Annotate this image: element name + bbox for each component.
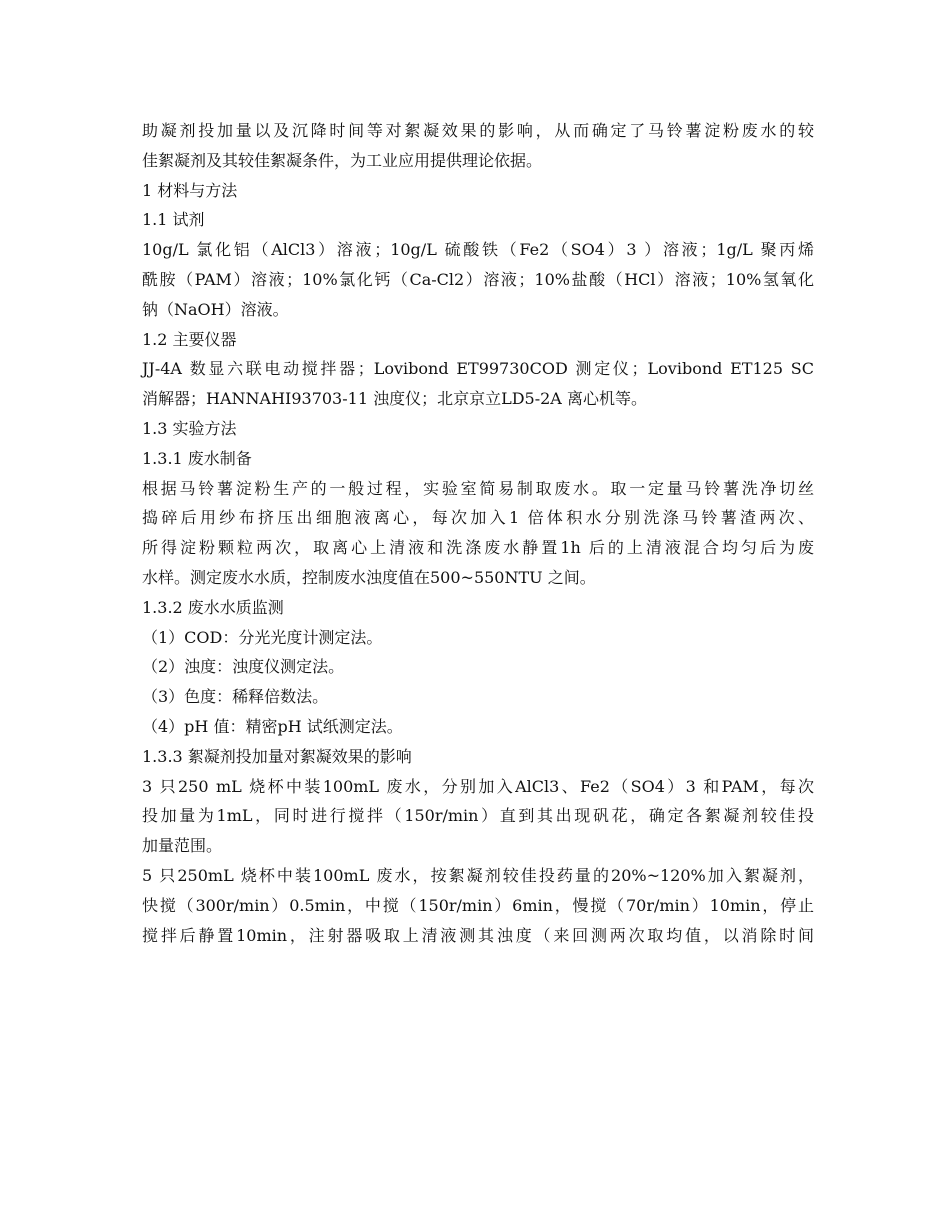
text-line: （3）色度：稀释倍数法。 [142, 687, 329, 707]
text-line: 5 只250mL 烧杯中装100mL 废水，按絮凝剂较佳投药量的20%~120%加入絮凝剂， [142, 865, 814, 885]
text-line: 助凝剂投加量以及沉降时间等对絮凝效果的影响，从而确定了马铃薯淀粉废水的较 [142, 121, 814, 140]
text-line: 10g/L 氯化铝（AlCl3）溶液；10g/L 硫酸铁（Fe2（SO4）3 ）溶液；1g/L 聚丙烯 [142, 240, 814, 260]
text-line: 1.1 试剂 [142, 210, 205, 230]
text-line: 投加量为1mL，同时进行搅拌（150r/min）直到其出现矾花，确定各絮凝剂较佳投 [142, 806, 814, 826]
text-line: （2）浊度：浊度仪测定法。 [142, 657, 345, 677]
text-line: （4）pH 值：精密pH 试纸测定法。 [142, 716, 403, 736]
text-line: 酰胺（PAM）溶液；10%氯化钙（Ca-Cl2）溶液；10%盐酸（HCl）溶液；10%氢氧化 [142, 269, 814, 289]
text-line: 快搅（300r/min）0.5min，中搅（150r/min）6min，慢搅（70r/min）10min，停止 [142, 895, 814, 915]
text-line: 所得淀粉颗粒两次，取离心上清液和洗涤废水静置1h 后的上清液混合均匀后为废 [142, 538, 814, 558]
text-line: 水样。测定废水水质，控制废水浊度值在500~550NTU 之间。 [142, 567, 596, 587]
text-line: 1 材料与方法 [142, 180, 238, 200]
text-line: 1.3 实验方法 [142, 418, 237, 438]
text-line: 佳絮凝剂及其较佳絮凝条件，为工业应用提供理论依据。 [142, 150, 543, 170]
text-line: 1.3.2 废水水质监测 [142, 597, 284, 617]
text-line: 根据马铃薯淀粉生产的一般过程，实验室简易制取废水。取一定量马铃薯洗净切丝 [142, 478, 814, 498]
text-line: 钠（NaOH）溶液。 [142, 299, 289, 319]
text-line: 1.3.3 絮凝剂投加量对絮凝效果的影响 [142, 746, 412, 766]
document-body [142, 116, 814, 950]
text-line: 捣碎后用纱布挤压出细胞液离心，每次加入1 倍体积水分别洗涤马铃薯渣两次、 [142, 508, 814, 528]
text-line: 搅拌后静置10min，注射器吸取上清液测其浊度（来回测两次取均值，以消除时间 [142, 925, 814, 945]
text-line: 1.2 主要仪器 [142, 329, 237, 349]
text-line: 加量范围。 [142, 836, 223, 856]
text-line: 3 只250 mL 烧杯中装100mL 废水，分别加入AlCl3、Fe2（SO4）3 和PAM，每次 [142, 776, 814, 796]
text-line: JJ-4A 数显六联电动搅拌器；Lovibond ET99730COD 测定仪；Lovibond ET125 SC [142, 359, 814, 379]
text-line: 1.3.1 废水制备 [142, 448, 252, 468]
text-line: 消解器；HANNAHI93703-11 浊度仪；北京京立LD5-2A 离心机等。 [142, 389, 647, 409]
text-line: （1）COD：分光光度计测定法。 [142, 627, 383, 647]
